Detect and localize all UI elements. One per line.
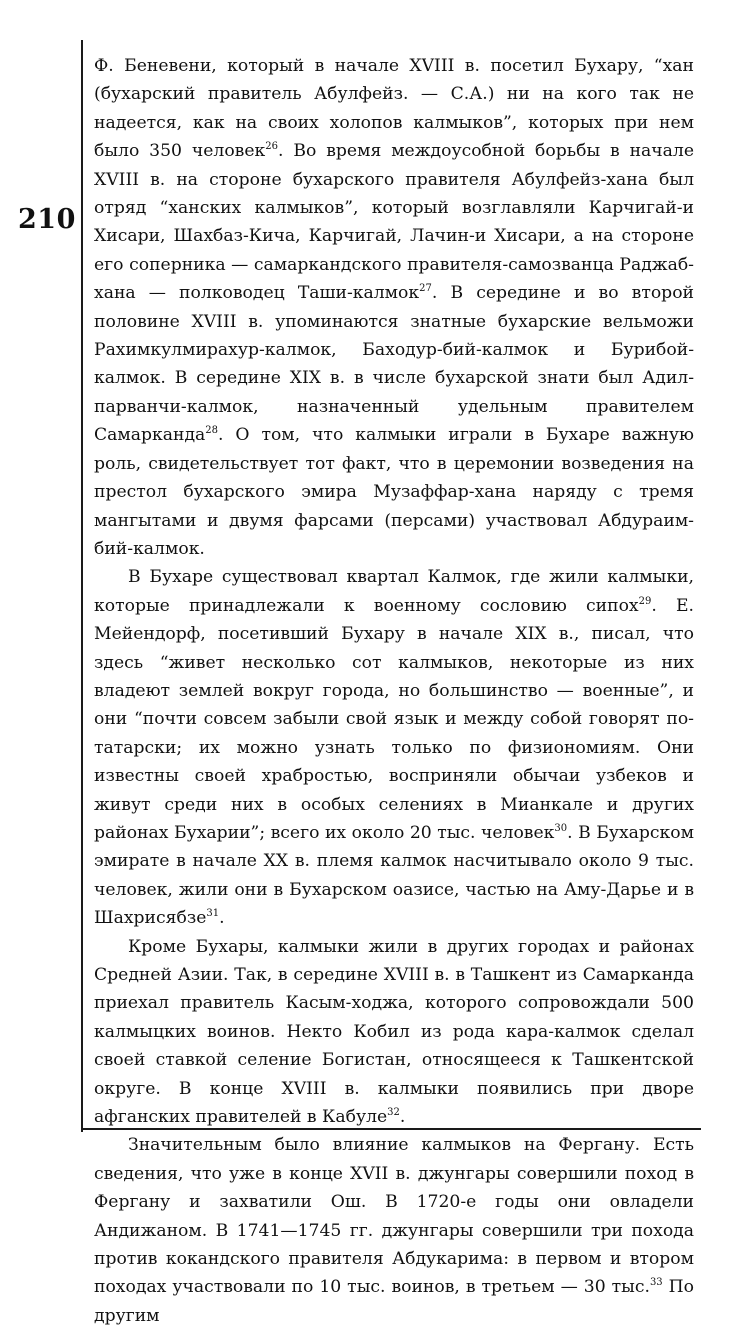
left-margin-rule xyxy=(81,40,83,1132)
paragraph-1: Ф. Беневени, который в начале XVIII в. посетил Бухару, “хан (бухарский правитель Абулфейз. — С.А.) ни на кого так не надеется, как на своих холопов калмыков”, которых при нем было 350 человек$^{26}$. Во время междоусобной борьбы в начале XVIII в. на стороне бухарского правителя Абулфейз-хана был отряд “ханских калмыков”, который возглавляли Карчигай-и Хисари, Шахбаз-Кича, Карчигай, Лачин-и Хисари, а на стороне его соперника — самаркандского правителя-самозванца Раджаб-хана — полководец Таши-калмок$^{27}$. В середине и во второй половине XVIII в. упоминаются знатные бухарские вельможи Рахимкулмирахур-калмок, Баходур-бий-калмок и Бурибой-калмок. В середине XIX в. в числе бухарской знати был Адил-парванчи-калмок, назначенный удельным правителем Самарканда$^{28}$. О том, что калмыки играли в Бухаре важную роль, свидетельствует тот факт, что в церемонии возведения на престол бухарского эмира Музаффар-хана наряду с тремя мангытами и двумя фарсами (персами) участвовал Абдураим-бий-калмок. xyxy=(94,56,695,559)
paragraph-2: В Бухаре существовал квартал Калмок, где жили калмыки, которые принадлежали к военному сословию сипох$^{29}$. Е. Мейендорф, посетивший Бухару в начале XIX в., писал, что здесь “живет несколько сот калмыков, некоторые из них владеют землей вокруг города, но большинство — военные”, и они “почти совсем забыли свой язык и между собой говорят по-татарски; их можно узнать только по физиономиям. Они известны своей храбростью, восприняли обычаи узбеков и живут среди них в особых селениях в Мианкале и других районах Бухарии”; всего их около 20 тыс. человек$^{30}$. В Бухарском эмирате в начале XX в. племя калмок насчитывало около 9 тыс. человек, жили они в Бухарском оазисе, частью на Аму-Дарье и в Шахрисябзе$^{31}$. xyxy=(94,567,695,929)
body-text xyxy=(94,52,694,1330)
paragraph-4: Значительным было влияние калмыков на Фергану. Есть сведения, что уже в конце XVII в. джунгары совершили поход в Фергану и захватили Ош. В 1720-е годы они овладели Андижаном. В 1741—1745 гг. джунгары совершили три похода против кокандского правителя Абдукарима: в первом и втором походах участвовали по 10 тыс. воинов, в третьем — 30 тыс.$^{33}$ По другим xyxy=(94,1135,694,1326)
page-number: 210 xyxy=(18,204,76,235)
paragraph-3: Кроме Бухары, калмыки жили в других городах и районах Средней Азии. Так, в середине XVIII в. в Ташкент из Самарканда приехал правитель Касым-ходжа, которого сопровождали 500 калмыцких воинов. Некто Кобил из рода кара-калмок сделал своей ставкой селение Богистан, относящееся к Ташкентской округе. В конце XVIII в. калмыки появились при дворе афганских правителей в Кабуле$^{32}$. xyxy=(94,936,694,1128)
